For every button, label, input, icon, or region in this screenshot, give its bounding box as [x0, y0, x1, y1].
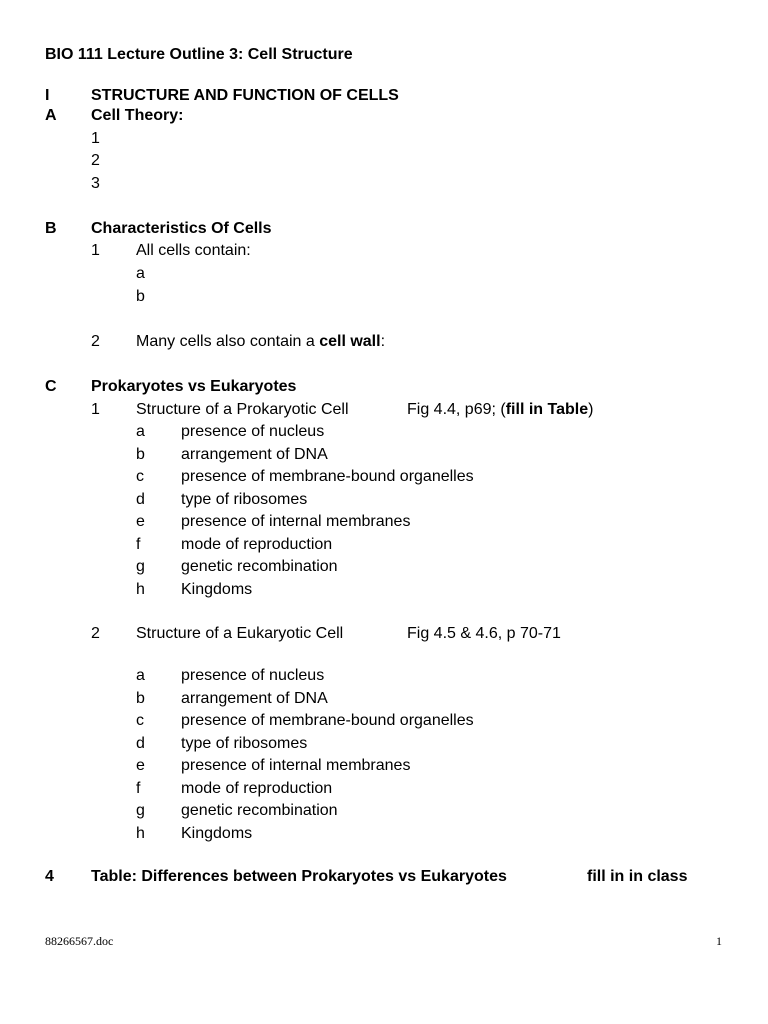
- prokaryotic-item-text: Structure of a Prokaryotic Cell: [136, 401, 349, 418]
- prokaryotic-figure-reference: Fig 4.4, p69; (fill in Table): [407, 401, 594, 418]
- list-item-text: genetic recombination: [181, 802, 338, 819]
- list-item-letter: e: [136, 757, 145, 774]
- list-item-text: presence of membrane-bound organelles: [181, 468, 474, 485]
- list-item-letter: h: [136, 825, 145, 842]
- section-i-heading: STRUCTURE AND FUNCTION OF CELLS: [91, 87, 399, 104]
- list-item-text: arrangement of DNA: [181, 446, 328, 463]
- list-item-letter: a: [136, 667, 145, 684]
- cell-theory-item: 1: [91, 130, 100, 147]
- list-item-letter: e: [136, 513, 145, 530]
- list-item-text: presence of nucleus: [181, 423, 325, 440]
- list-item-text: presence of internal membranes: [181, 513, 411, 530]
- section-i-number: I: [45, 87, 50, 104]
- list-item-letter: f: [136, 536, 141, 553]
- footer-filename: 88266567.doc: [45, 934, 114, 948]
- eukaryotic-item-text: Structure of a Eukaryotic Cell: [136, 625, 344, 642]
- list-item-text: type of ribosomes: [181, 735, 308, 752]
- section-4-text: Table: Differences between Prokaryotes vs Eukaryotes: [91, 868, 507, 885]
- list-item-letter: d: [136, 735, 145, 752]
- section-b-sub-letter: a: [136, 265, 145, 282]
- list-item-text: genetic recombination: [181, 558, 338, 575]
- cell-wall-term: cell wall: [319, 333, 381, 350]
- fill-in-table-note: fill in Table: [505, 401, 589, 418]
- list-item-text: type of ribosomes: [181, 491, 308, 508]
- list-item-text: arrangement of DNA: [181, 690, 328, 707]
- section-b-item1-text: All cells contain:: [136, 242, 251, 259]
- cell-theory-item: 3: [91, 175, 100, 192]
- section-b-letter: B: [45, 220, 57, 237]
- section-4-note: fill in in class: [587, 868, 688, 885]
- list-item-text: mode of reproduction: [181, 536, 333, 553]
- cell-theory-item: 2: [91, 152, 100, 169]
- eukaryotic-figure-reference: Fig 4.5 & 4.6, p 70-71: [407, 625, 561, 642]
- section-a-heading: Cell Theory:: [91, 107, 184, 124]
- list-item-letter: g: [136, 558, 145, 575]
- list-item-letter: b: [136, 690, 145, 707]
- section-a-letter: A: [45, 107, 57, 124]
- eukaryotic-item-number: 2: [91, 625, 100, 642]
- section-b-item2-number: 2: [91, 333, 100, 350]
- page-title: BIO 111 Lecture Outline 3: Cell Structure: [45, 46, 353, 63]
- list-item-letter: a: [136, 423, 145, 440]
- section-b-item2-text: Many cells also contain a cell wall:: [136, 333, 386, 350]
- list-item-text: presence of nucleus: [181, 667, 325, 684]
- list-item-letter: g: [136, 802, 145, 819]
- list-item-text: mode of reproduction: [181, 780, 333, 797]
- list-item-letter: b: [136, 446, 145, 463]
- list-item-letter: c: [136, 712, 144, 729]
- section-b-heading: Characteristics Of Cells: [91, 220, 272, 237]
- section-b-sub-letter: b: [136, 288, 145, 305]
- page-number: 1: [716, 934, 722, 948]
- list-item-text: presence of internal membranes: [181, 757, 411, 774]
- section-c-heading: Prokaryotes vs Eukaryotes: [91, 378, 297, 395]
- list-item-text: Kingdoms: [181, 825, 253, 842]
- section-c-letter: C: [45, 378, 57, 395]
- prokaryotic-item-number: 1: [91, 401, 100, 418]
- list-item-text: presence of membrane-bound organelles: [181, 712, 474, 729]
- section-4-number: 4: [45, 868, 54, 885]
- list-item-letter: f: [136, 780, 141, 797]
- list-item-text: Kingdoms: [181, 581, 253, 598]
- list-item-letter: h: [136, 581, 145, 598]
- section-b-item1-number: 1: [91, 242, 100, 259]
- list-item-letter: d: [136, 491, 145, 508]
- list-item-letter: c: [136, 468, 144, 485]
